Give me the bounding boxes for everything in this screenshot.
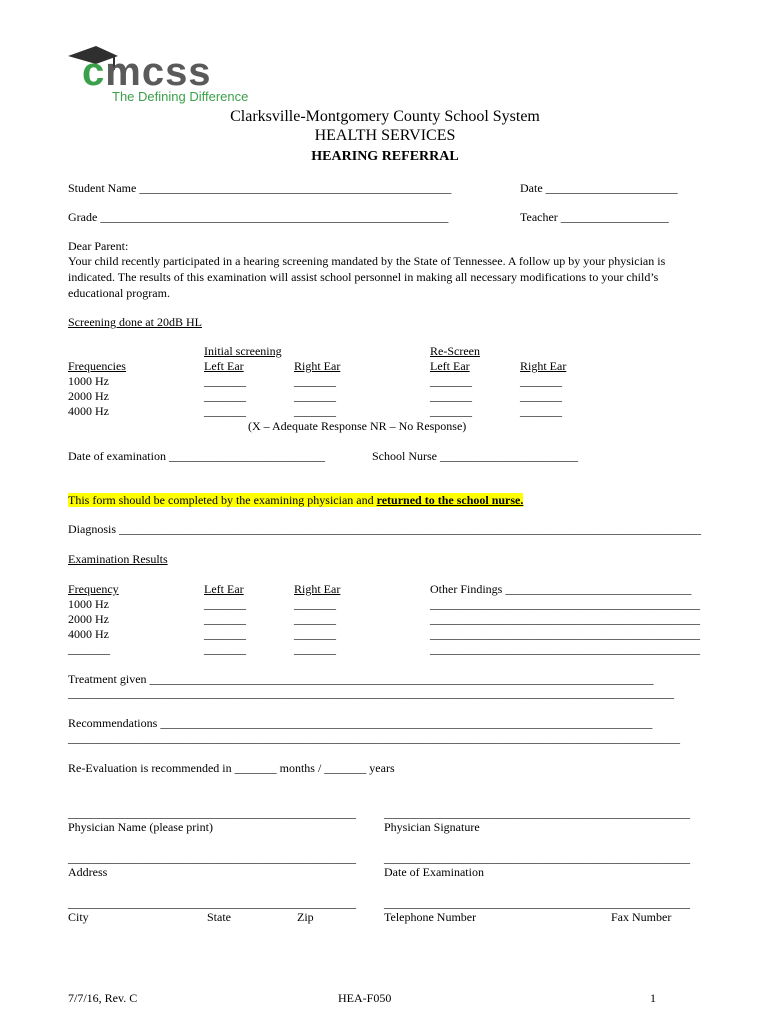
physician-name-line[interactable]: ________________________________________________: [68, 806, 356, 820]
address-label: Address: [68, 865, 108, 879]
rescreen-left-ear-label: Left Ear: [430, 359, 470, 373]
address-line[interactable]: ________________________________________________: [68, 851, 356, 865]
date-of-examination-line[interactable]: ___________________________________________________: [384, 851, 690, 865]
page-number: 1: [650, 991, 656, 1005]
exam-blank[interactable]: _______: [204, 597, 246, 611]
other-findings-field[interactable]: Other Findings _______________________________: [430, 582, 692, 596]
state-label: State: [207, 910, 231, 924]
telephone-label: Telephone Number: [384, 910, 477, 924]
screen-blank[interactable]: _______: [204, 374, 246, 388]
date-field[interactable]: Date ______________________: [520, 181, 678, 195]
physician-signature-line[interactable]: ___________________________________________________: [384, 806, 690, 820]
date-of-examination-field[interactable]: Date of examination __________________________: [68, 449, 325, 463]
screen-blank[interactable]: _______: [430, 389, 472, 403]
other-findings-line[interactable]: _____________________________________________: [430, 612, 700, 626]
treatment-line-2[interactable]: _____________________________________________________________________________________________________: [68, 686, 674, 700]
screen-blank[interactable]: _______: [294, 374, 336, 388]
frequencies-label: Frequencies: [68, 359, 126, 373]
response-legend: (X – Adequate Response NR – No Response): [248, 419, 467, 433]
form-id-footer: HEA-F050: [338, 991, 392, 1005]
examination-results-title: Examination Results: [68, 552, 168, 566]
exam-blank[interactable]: _______: [294, 642, 336, 656]
freq-2000: 2000 Hz: [68, 389, 109, 403]
screen-blank[interactable]: _______: [294, 404, 336, 418]
city-state-zip-line[interactable]: ________________________________________________: [68, 896, 356, 910]
screen-blank[interactable]: _______: [294, 389, 336, 403]
diagnosis-field[interactable]: Diagnosis _________________________________________________________________________________________________: [68, 522, 701, 536]
exam-blank[interactable]: _______: [294, 597, 336, 611]
department-name: HEALTH SERVICES: [314, 127, 456, 144]
teacher-field[interactable]: Teacher __________________: [520, 210, 669, 224]
school-nurse-field[interactable]: School Nurse _______________________: [372, 449, 578, 463]
exam-blank[interactable]: _______: [204, 612, 246, 626]
exam-freq-4000: 4000 Hz: [68, 627, 109, 641]
exam-left-ear-label: Left Ear: [204, 582, 244, 596]
initial-screening-label: Initial screening: [204, 344, 282, 358]
form-title: HEARING REFERRAL: [311, 149, 459, 164]
screening-title: Screening done at 20dB HL: [68, 315, 202, 329]
student-name-field[interactable]: Student Name ____________________________________________________: [68, 181, 452, 195]
zip-label: Zip: [297, 910, 314, 924]
exam-blank[interactable]: _______: [294, 612, 336, 626]
recommendations-field[interactable]: Recommendations __________________________________________________________________________________: [68, 716, 653, 730]
city-label: City: [68, 910, 89, 924]
other-findings-line[interactable]: _____________________________________________: [430, 627, 700, 641]
exam-blank[interactable]: _______: [204, 627, 246, 641]
rescreen-right-ear-label: Right Ear: [520, 359, 567, 373]
reevaluation-field[interactable]: Re-Evaluation is recommended in _______ months / _______ years: [68, 761, 395, 775]
screen-blank[interactable]: _______: [430, 404, 472, 418]
physician-signature-label: Physician Signature: [384, 820, 480, 834]
recommendations-line-2[interactable]: ______________________________________________________________________________________________________: [68, 731, 680, 745]
exam-freq-2000: 2000 Hz: [68, 612, 109, 626]
fax-label: Fax Number: [611, 910, 672, 924]
other-findings-line[interactable]: _____________________________________________: [430, 597, 700, 611]
screen-blank[interactable]: _______: [520, 374, 562, 388]
exam-blank[interactable]: _______: [294, 627, 336, 641]
initial-right-ear-label: Right Ear: [294, 359, 341, 373]
revision-footer: 7/7/16, Rev. C: [68, 991, 138, 1005]
screen-blank[interactable]: _______: [430, 374, 472, 388]
salutation: Dear Parent:: [68, 239, 129, 253]
exam-freq-1000: 1000 Hz: [68, 597, 109, 611]
logo-tagline: The Defining Difference: [112, 89, 249, 104]
letter-body: Your child recently participated in a hearing screening mandated by the State of Tennessee. A follow up by your physician is indicated. The results of this examination will assist school personnel in making all necessary modifications to your child’s educational program.: [68, 254, 666, 300]
screen-blank[interactable]: _______: [520, 404, 562, 418]
exam-blank[interactable]: _______: [204, 642, 246, 656]
logo-wordmark: cmcss: [82, 50, 212, 94]
frequency-label: Frequency: [68, 582, 119, 596]
initial-left-ear-label: Left Ear: [204, 359, 244, 373]
grade-field[interactable]: Grade __________________________________________________________: [68, 210, 449, 224]
screen-blank[interactable]: _______: [204, 389, 246, 403]
exam-freq-other[interactable]: _______: [68, 642, 110, 656]
exam-right-ear-label: Right Ear: [294, 582, 341, 596]
screen-blank[interactable]: _______: [520, 389, 562, 403]
treatment-field[interactable]: Treatment given ____________________________________________________________________________________: [68, 672, 654, 686]
rescreen-label: Re-Screen: [430, 344, 480, 358]
other-findings-line[interactable]: _____________________________________________: [430, 642, 700, 656]
org-name: Clarksville-Montgomery County School System: [230, 108, 540, 125]
freq-4000: 4000 Hz: [68, 404, 109, 418]
freq-1000: 1000 Hz: [68, 374, 109, 388]
telephone-fax-line[interactable]: ___________________________________________________: [384, 896, 690, 910]
physician-instruction: This form should be completed by the examining physician and returned to the school nurse.: [68, 493, 524, 507]
return-to-nurse-text: returned to the school nurse.: [376, 493, 524, 507]
physician-name-label: Physician Name (please print): [68, 820, 213, 834]
screen-blank[interactable]: _______: [204, 404, 246, 418]
date-of-examination-label: Date of Examination: [384, 865, 484, 879]
